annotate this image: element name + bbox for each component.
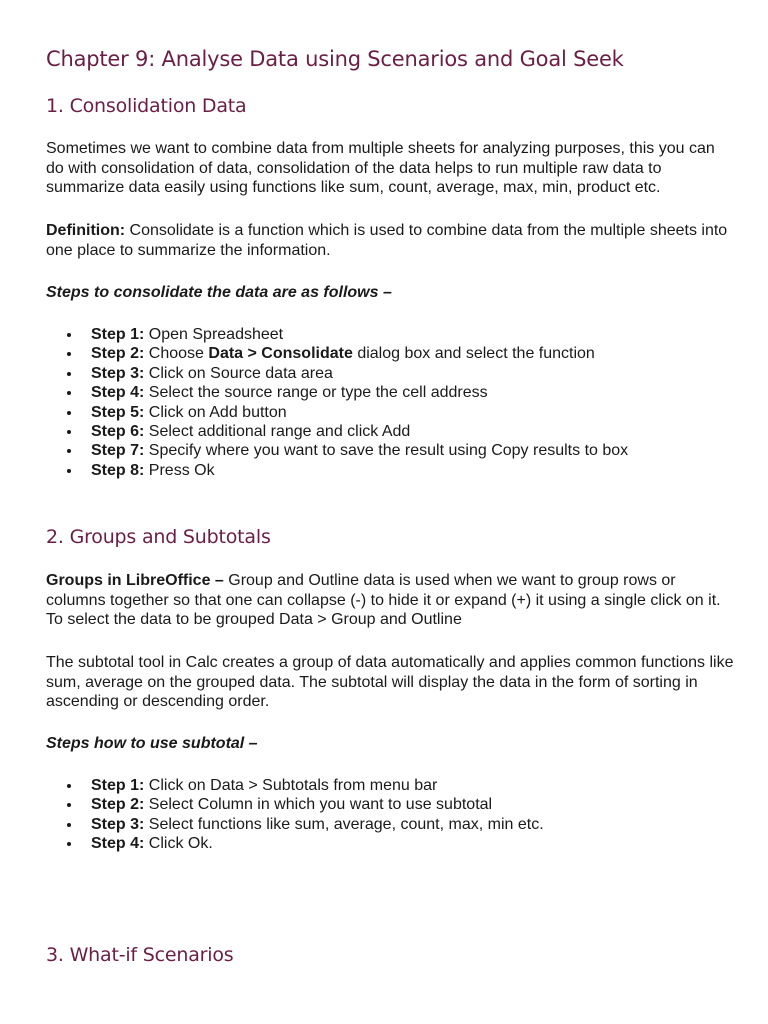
step-label: Step 5: — [91, 403, 145, 421]
step-label: Step 6: — [91, 423, 145, 441]
section-heading-consolidation: 1. Consolidation Data — [46, 95, 247, 117]
definition-label: Definition: — [46, 222, 126, 239]
step-text: Click Ok. — [144, 835, 213, 853]
section-heading-what-if-scenarios: 3. What-if Scenarios — [46, 944, 234, 966]
step-label: Step 3: — [91, 815, 145, 833]
definition-text: Consolidate is a function which is used to combine data from the multiple sheets into one place to summarize the information. — [46, 222, 728, 259]
section-heading-groups-subtotals: 2. Groups and Subtotals — [46, 526, 271, 548]
step-label: Step 1: — [91, 777, 145, 794]
step-text: Select Column in which you want to use subtotal — [144, 796, 493, 814]
list-item — [91, 403, 741, 422]
list-item — [91, 795, 741, 814]
consolidation-intro-paragraph: Sometimes we want to combine data from multiple sheets for analyzing purposes, this you can do with consolidation of data, consolidation of the data helps to run multiple raw data to summarize data easily using functions like sum, count, average, max, min, product etc. — [46, 140, 715, 196]
consolidate-steps-heading: Steps to consolidate the data are as follows – — [46, 284, 392, 301]
list-item — [91, 422, 741, 441]
step-label: Step 8: — [91, 461, 145, 479]
list-item — [91, 441, 741, 460]
step-text: Specify where you want to save the result using Copy results to box — [144, 442, 629, 460]
step-label: Step 1: — [91, 326, 145, 343]
step-label: Step 2: — [91, 345, 145, 363]
step-text: Select functions like sum, average, count, max, min etc. — [144, 815, 544, 833]
subtotal-steps-heading: Steps how to use subtotal – — [46, 735, 258, 752]
consolidate-steps-list — [46, 325, 741, 480]
chapter-title: Chapter 9: Analyse Data using Scenarios and Goal Seek — [46, 47, 624, 71]
definition-paragraph — [46, 221, 736, 260]
step-label: Step 4: — [91, 835, 145, 853]
step-text: Select the source range or type the cell address — [144, 384, 488, 402]
subtotal-steps-list — [46, 776, 741, 854]
list-item — [91, 776, 741, 795]
step-text: Choose — [144, 345, 209, 363]
step-text: Select additional range and click Add — [144, 423, 411, 441]
step-label: Step 3: — [91, 364, 145, 382]
list-item — [91, 383, 741, 402]
groups-label: Groups in LibreOffice – — [46, 572, 224, 589]
step-text: Click on Data > Subtotals from menu bar — [144, 777, 438, 794]
groups-text: Group and Outline data is used when we want to group rows or columns together so that one can collapse (-) to hide it or expand (+) it using a single click on it. To select the data to be grouped Data > Group and Outline — [46, 572, 721, 628]
step-label: Step 4: — [91, 384, 145, 402]
step-label: Step 2: — [91, 796, 145, 814]
list-item — [91, 364, 741, 383]
list-item — [91, 344, 741, 363]
list-item — [91, 325, 741, 344]
menu-path-data-consolidate: Data > Consolidate — [208, 345, 353, 363]
step-text: dialog box and select the function — [352, 345, 595, 363]
list-item — [91, 461, 741, 480]
list-item — [91, 815, 741, 834]
step-text: Open Spreadsheet — [144, 326, 284, 343]
step-text: Click on Add button — [144, 403, 287, 421]
step-text: Press Ok — [144, 461, 215, 479]
step-label: Step 7: — [91, 442, 145, 460]
subtotal-paragraph: The subtotal tool in Calc creates a group of data automatically and applies common functions like sum, average on the grouped data. The subtotal will display the data in the form of sorting in ascending or descending order. — [46, 654, 734, 710]
step-text: Click on Source data area — [144, 364, 333, 382]
groups-paragraph — [46, 571, 736, 630]
list-item — [91, 834, 741, 853]
